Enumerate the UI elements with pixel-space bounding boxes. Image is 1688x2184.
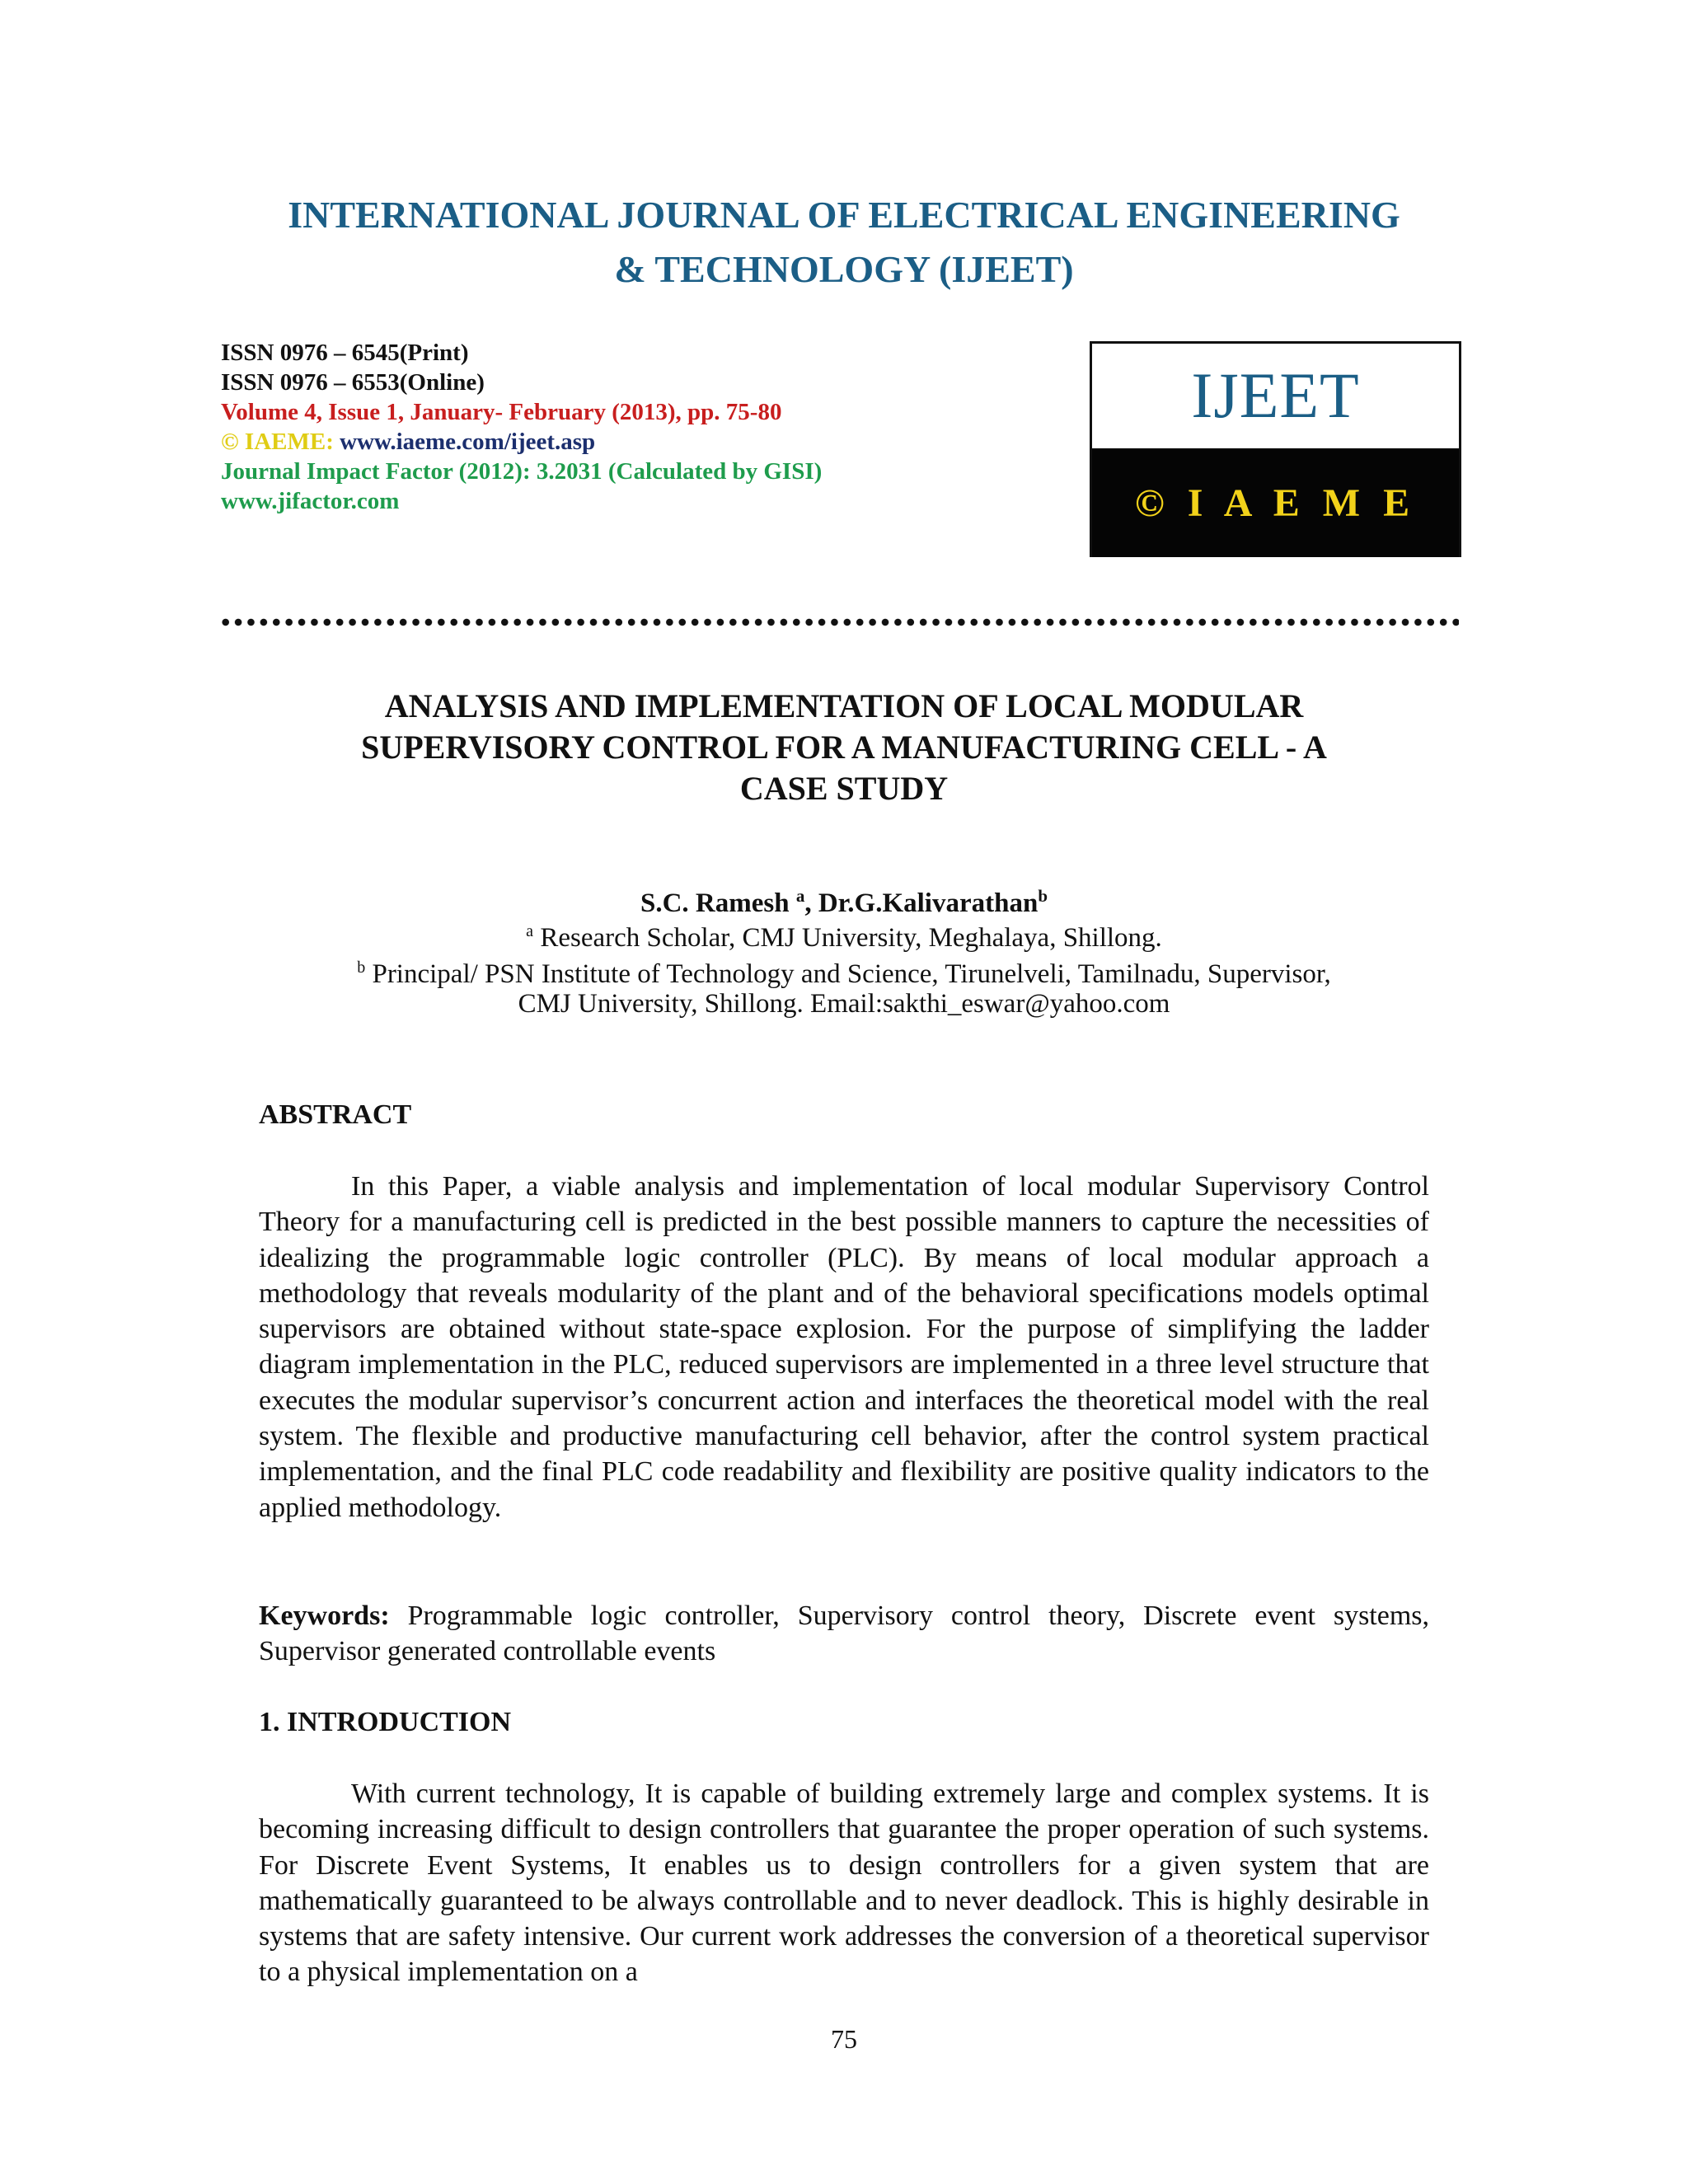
journal-title-line1: INTERNATIONAL JOURNAL OF ELECTRICAL ENGINEERING xyxy=(288,194,1400,236)
introduction-heading: 1. INTRODUCTION xyxy=(259,1707,512,1737)
issn-print: ISSN 0976 – 6545(Print) xyxy=(221,340,469,366)
keywords-label: Keywords: xyxy=(259,1601,390,1631)
affiliation-b-cont xyxy=(0,987,1688,1020)
volume-info: Volume 4, Issue 1, January- February (2013), pp. 75-80 xyxy=(221,399,782,425)
paper-title xyxy=(0,686,1688,809)
issn-online: ISSN 0976 – 6553(Online) xyxy=(221,369,485,396)
introduction-text: With current technology, It is capable of building extremely large and complex systems. It is becoming increasing difficult to design controllers that guarantee the proper operation of such systems. For Discrete Event Systems, It enables us to design controllers for a given system that are mathematically guaranteed to be always controllable and to never deadlock. This is highly desirable in systems that are safety intensive. Our current work addresses the conversion of a theoretical supervisor to a physical implementation on a xyxy=(259,1779,1429,1988)
journal-logo xyxy=(1090,341,1461,557)
dotted-divider xyxy=(219,616,1459,628)
paper-title-line2: SUPERVISORY CONTROL FOR A MANUFACTURING CELL - A xyxy=(361,729,1327,766)
logo-ijeet-text: IJEET xyxy=(1191,359,1360,431)
abstract-heading: ABSTRACT xyxy=(259,1099,412,1130)
affiliation-a-sup: a xyxy=(526,922,534,940)
affiliation-a xyxy=(0,915,1688,954)
keywords-paragraph xyxy=(259,1598,1429,1670)
abstract-text: In this Paper, a viable analysis and implementation of local modular Supervisory Control Theory for a manufacturing cell is predicted in the best possible manners to capture the necessities of idealizing the programmable logic controller (PLC). By means of local modular approach a methodology that reveals modularity of the plant and of the behavioral specifications models optimal supervisors are obtained without state-space explosion. For the purpose of simplifying the ladder diagram implementation in the PLC, reduced supervisors are implemented in a three level structure that executes the modular supervisor’s concurrent action and interfaces the theoretical model with the real system. The flexible and productive manufacturing cell behavior, after the control system practical implementation, and the final PLC code readability and flexibility are positive quality indicators to the applied methodology. xyxy=(259,1171,1429,1523)
impact-factor: Journal Impact Factor (2012): 3.2031 (Calculated by GISI) xyxy=(221,458,823,485)
author-2-sup: b xyxy=(1038,886,1048,906)
journal-title-line2: & TECHNOLOGY (IJEET) xyxy=(614,248,1074,290)
copyright-label: © IAEME: xyxy=(221,429,334,455)
paper-title-line3: CASE STUDY xyxy=(739,770,949,807)
jifactor-link[interactable]: www.jifactor.com xyxy=(221,488,400,514)
page-number: 75 xyxy=(831,2024,857,2054)
paper-title-line1: ANALYSIS AND IMPLEMENTATION OF LOCAL MODULAR xyxy=(384,687,1304,724)
journal-title xyxy=(0,188,1688,297)
affiliation-b-line1: Principal/ PSN Institute of Technology and Science, Tirunelveli, Tamilnadu, Supervisor, xyxy=(372,959,1331,989)
affiliation-b xyxy=(0,951,1688,991)
affiliation-b-line2: CMJ University, Shillong. Email:sakthi_eswar@yahoo.com xyxy=(518,989,1170,1019)
journal-info-block xyxy=(221,338,1045,516)
authors-line xyxy=(0,879,1688,920)
logo-iaeme-text: © I A E M E xyxy=(1092,448,1459,557)
affiliation-a-text: Research Scholar, CMJ University, Meghalaya, Shillong. xyxy=(540,923,1162,953)
author-1-sup: a xyxy=(795,886,805,906)
affiliation-b-sup: b xyxy=(357,958,366,977)
keywords-text: Programmable logic controller, Supervisory control theory, Discrete event systems, Supervisor generated controllable events xyxy=(259,1601,1430,1667)
author-2: Dr.G.Kalivarathan xyxy=(818,888,1039,918)
copyright-line xyxy=(221,427,1045,457)
journal-website-link[interactable]: www.iaeme.com/ijeet.asp xyxy=(340,429,596,455)
author-1: S.C. Ramesh xyxy=(640,888,790,918)
author-separator: , xyxy=(804,888,818,918)
